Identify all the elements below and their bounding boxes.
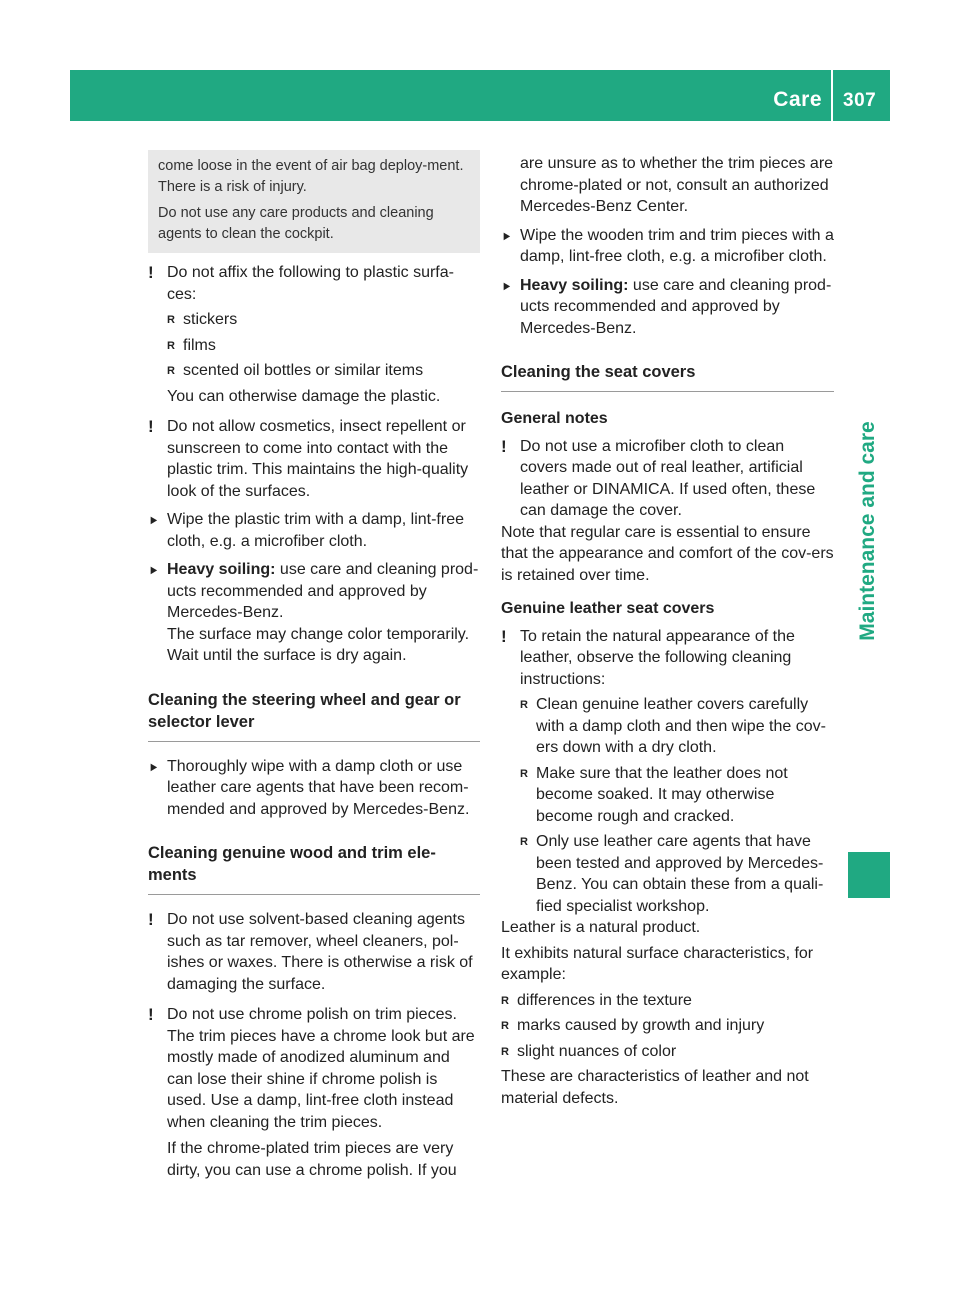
step-wipe-wood [501,225,834,268]
left-column [148,150,480,1181]
list-item: R stickers [167,309,480,331]
warning-line: Do not use any care products and cleaning agents to clean the cockpit. [158,205,434,242]
step-wipe-steering [148,756,480,821]
side-chapter-tab [848,852,890,898]
note-text: Do not use chrome polish on trim pieces. The trim pieces have a chrome look but are mostly made of anodized aluminum and can lose their shine if chrome polish is used. Use a damp, lint-free cloth instead when cleaning the trim pieces. [167,1006,475,1131]
paragraph: Note that regular care is essential to ensure that the appearance and comfort of the cov-ers is retained over time. [501,523,834,584]
subheading-genuine-leather: Genuine leather seat covers [501,600,715,617]
list-item: R marks caused by growth and injury [501,1015,834,1037]
note-text: To retain the natural appearance of the leather, observe the following cleaning instructions: [520,627,795,688]
exclamation-icon: ! [148,263,154,282]
step-heavy-soiling-wood [501,275,834,340]
exclamation-icon: ! [148,910,154,929]
note-chrome-polish [148,1004,480,1181]
exclamation-icon: ! [148,1005,154,1024]
list-item: R scented oil bottles or similar items [167,360,480,382]
note-text: Do not use solvent-based cleaning agents such as tar remover, wheel cleaners, pol-ishes or waxes. There is otherwise a risk of damaging the surface. [167,911,473,993]
list-item: R Only use leather care agents that have been tested and approved by Mercedes-Benz. You can obtain these from a quali-fied specialist workshop. [520,831,834,917]
note-solvents [148,909,480,995]
note-text: Do not affix the following to plastic surfa-ces: [167,264,454,303]
right-column [501,150,834,1109]
list-item: R Make sure that the leather does not become soaked. It may otherwise become rough and cracked. [520,763,834,828]
exclamation-icon: ! [148,417,154,436]
header-separator [831,70,833,121]
step-bold-label: Heavy soiling: [167,561,276,578]
list-item: R films [167,335,480,357]
bullet-list [520,694,834,917]
note-cosmetics [148,416,480,502]
list-item: R Clean genuine leather covers carefully with a damp cloth and then wipe the cov-ers down with a dry cloth. [520,694,834,759]
paragraph: These are characteristics of leather and not material defects. [501,1068,809,1107]
heading-steering-wheel: Cleaning the steering wheel and gear or selector lever [148,689,480,742]
step-text: use care and cleaning prod-ucts recommended and approved by Mercedes-Benz. [520,276,832,337]
list-item: R differences in the texture [501,990,834,1012]
step-text: use care and cleaning prod-ucts recommended and approved by Mercedes-Benz. [167,561,479,621]
page-number: 307 [843,90,877,111]
section-title: Care [773,88,822,111]
paragraph: It exhibits natural surface characteristics, for example: [501,944,814,983]
step-text: ▶ Wipe the wooden trim and trim pieces with a damp, lint-free cloth, e.g. a microfiber cloth. [520,226,834,265]
step-wipe-plastic [148,509,480,552]
heading-wood-trim: Cleaning genuine wood and trim ele-ments [148,842,480,895]
paragraph: Leather is a natural product. [501,919,701,936]
subheading-general-notes: General notes [501,410,608,427]
header-bar [70,70,890,121]
note-text: Do not allow cosmetics, insect repellent or sunscreen to come into contact with the plastic trim. This maintains the high-quality look of the surfaces. [167,418,469,500]
note-after: You can otherwise damage the plastic. [167,387,441,405]
step-bold-label: Heavy soiling: [520,276,629,294]
side-chapter-text: Maintenance and care [856,421,879,641]
exclamation-icon: ! [501,626,507,646]
note-plastic-affix [148,262,480,407]
note-leather-care [501,626,834,918]
side-chapter-label [848,396,888,666]
note-text: Do not use a microfiber cloth to clean covers made out of real leather, artificial leather or DINAMICA. If used often, these can damage the cover. [520,437,816,519]
exclamation-icon: ! [501,436,507,456]
bullet-list [501,990,834,1063]
warning-line: come loose in the event of air bag deploy-ment. There is a risk of injury. [158,158,464,195]
continued-text: are unsure as to whether the trim pieces are chrome-plated or not, consult an authorized Mercedes-Benz Center. [520,155,834,215]
list-item: R slight nuances of color [501,1041,834,1063]
step-extra: The surface may change color temporarily. Wait until the surface is dry again. [167,625,470,664]
note-microfiber [501,436,834,522]
heading-seat-covers: Cleaning the seat covers [501,361,834,392]
step-heavy-soiling [148,559,480,667]
note-extra: If the chrome-plated trim pieces are very dirty, you can use a chrome polish. If you [167,1140,457,1179]
warning-box [148,150,480,253]
step-text: ▶ Wipe the plastic trim with a damp, lint-free cloth, e.g. a microfiber cloth. [167,511,464,550]
step-text: ▶ Thoroughly wipe with a damp cloth or use leather care agents that have been recom-mended and approved by Mercedes-Benz. [167,757,470,818]
bullet-list [167,309,480,382]
